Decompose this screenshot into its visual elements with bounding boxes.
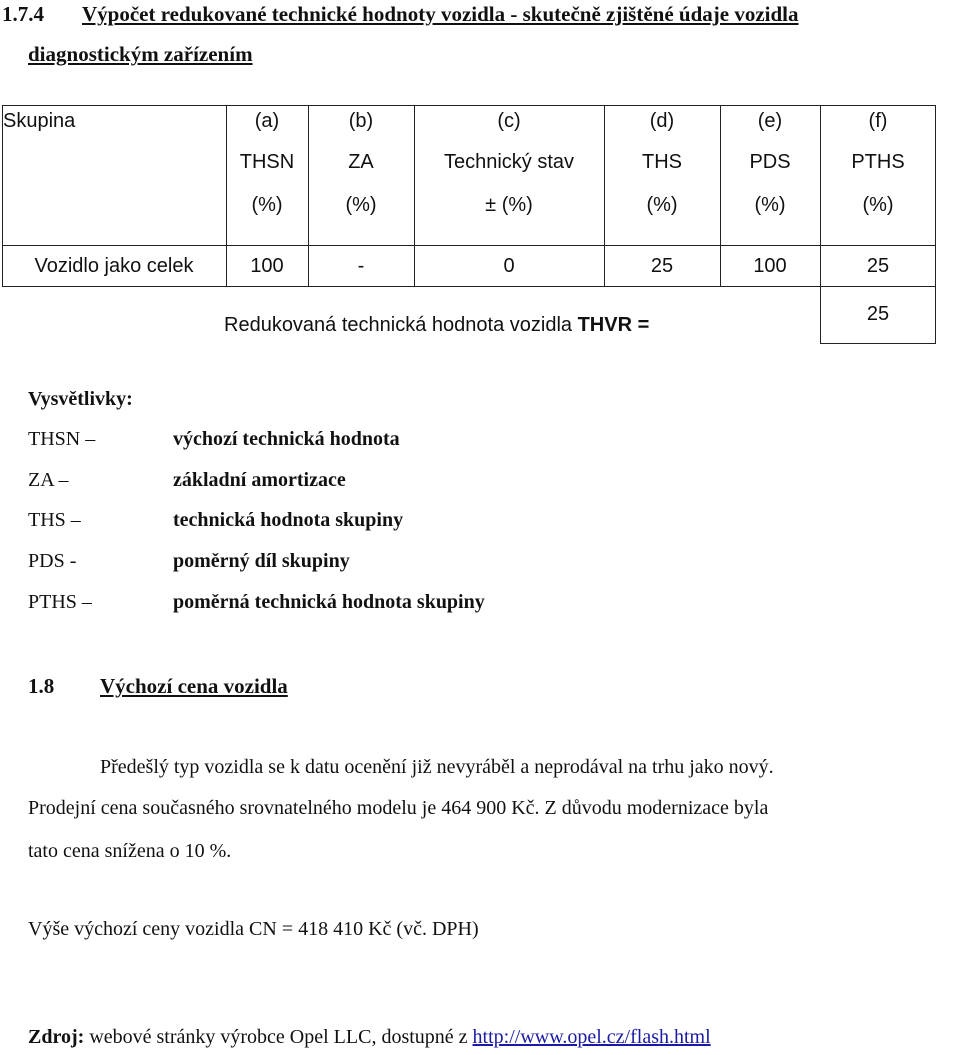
col-f-abbr: PTHS <box>851 151 905 173</box>
table-header-group: Skupina <box>3 110 76 132</box>
legend-desc: technická hodnota skupiny <box>173 509 404 531</box>
row-value-b: - <box>357 255 365 277</box>
col-c-letter: (c) <box>497 110 521 132</box>
col-d-letter: (d) <box>649 110 675 132</box>
initial-price-line: Výše výchozí ceny vozidla CN = 418 410 Kč (vč. DPH) <box>28 918 479 940</box>
legend-desc: výchozí technická hodnota <box>173 428 400 450</box>
row-value-c: 0 <box>503 255 515 277</box>
reduced-value: 25 <box>866 303 890 325</box>
source-link[interactable]: http://www.opel.cz/flash.html <box>472 1026 711 1048</box>
table-header-divider <box>2 245 936 246</box>
legend-title: Vysvětlivky: <box>28 388 133 410</box>
legend-desc: poměrná technická hodnota skupiny <box>173 591 485 613</box>
legend-term: PTHS – <box>28 591 92 613</box>
legend-term: ZA – <box>28 469 69 491</box>
col-e-abbr: PDS <box>749 151 791 173</box>
row-value-a: 100 <box>250 255 284 277</box>
reduced-value-box <box>820 286 936 344</box>
source-line <box>28 1026 711 1049</box>
col-d-unit: (%) <box>646 194 678 216</box>
section-title-1-8: Výchozí cena vozidla <box>100 674 288 698</box>
row-value-d: 25 <box>650 255 674 277</box>
source-text: webové stránky výrobce Opel LLC, dostupné z <box>84 1026 473 1048</box>
section-number: 1.7.4 <box>2 2 44 26</box>
section-title-line2: diagnostickým zařízením <box>28 42 253 66</box>
reduced-label-text: Redukovaná technická hodnota vozidla <box>224 314 573 336</box>
col-c-abbr: Technický stav <box>443 151 575 173</box>
legend-desc: poměrný díl skupiny <box>173 550 350 572</box>
row-label: Vozidlo jako celek <box>34 255 194 277</box>
col-f-letter: (f) <box>868 110 888 132</box>
col-b-letter: (b) <box>348 110 374 132</box>
source-label: Zdroj: <box>28 1026 85 1048</box>
row-value-f: 25 <box>866 255 890 277</box>
reduced-value-label <box>224 314 649 337</box>
legend-term: THSN – <box>28 428 96 450</box>
col-a-unit: (%) <box>251 194 283 216</box>
col-e-letter: (e) <box>757 110 783 132</box>
legend-term: THS – <box>28 509 81 531</box>
legend-desc: základní amortizace <box>173 469 346 491</box>
col-b-abbr: ZA <box>348 151 374 173</box>
col-b-unit: (%) <box>345 194 377 216</box>
paragraph-line: tato cena snížena o 10 %. <box>28 840 232 862</box>
col-d-abbr: THS <box>642 151 682 173</box>
col-a-abbr: THSN <box>239 151 295 173</box>
section-number-1-8: 1.8 <box>28 674 55 698</box>
paragraph-line: Prodejní cena současného srovnatelného modelu je 464 900 Kč. Z důvodu modernizace byla <box>28 797 769 819</box>
col-c-unit: ± (%) <box>485 194 533 216</box>
col-f-unit: (%) <box>862 194 894 216</box>
row-value-e: 100 <box>753 255 787 277</box>
col-e-unit: (%) <box>754 194 786 216</box>
section-heading-1-7-4 <box>2 2 799 27</box>
paragraph-line: Předešlý typ vozidla se k datu ocenění již nevyráběl a neprodával na trhu jako nový. <box>100 756 774 778</box>
legend-term: PDS - <box>28 550 77 572</box>
section-title-line1: Výpočet redukované technické hodnoty vozidla - skutečně zjištěné údaje vozidla <box>82 2 799 26</box>
reduced-label-thvr: THVR = <box>577 314 650 336</box>
col-a-letter: (a) <box>254 110 280 132</box>
